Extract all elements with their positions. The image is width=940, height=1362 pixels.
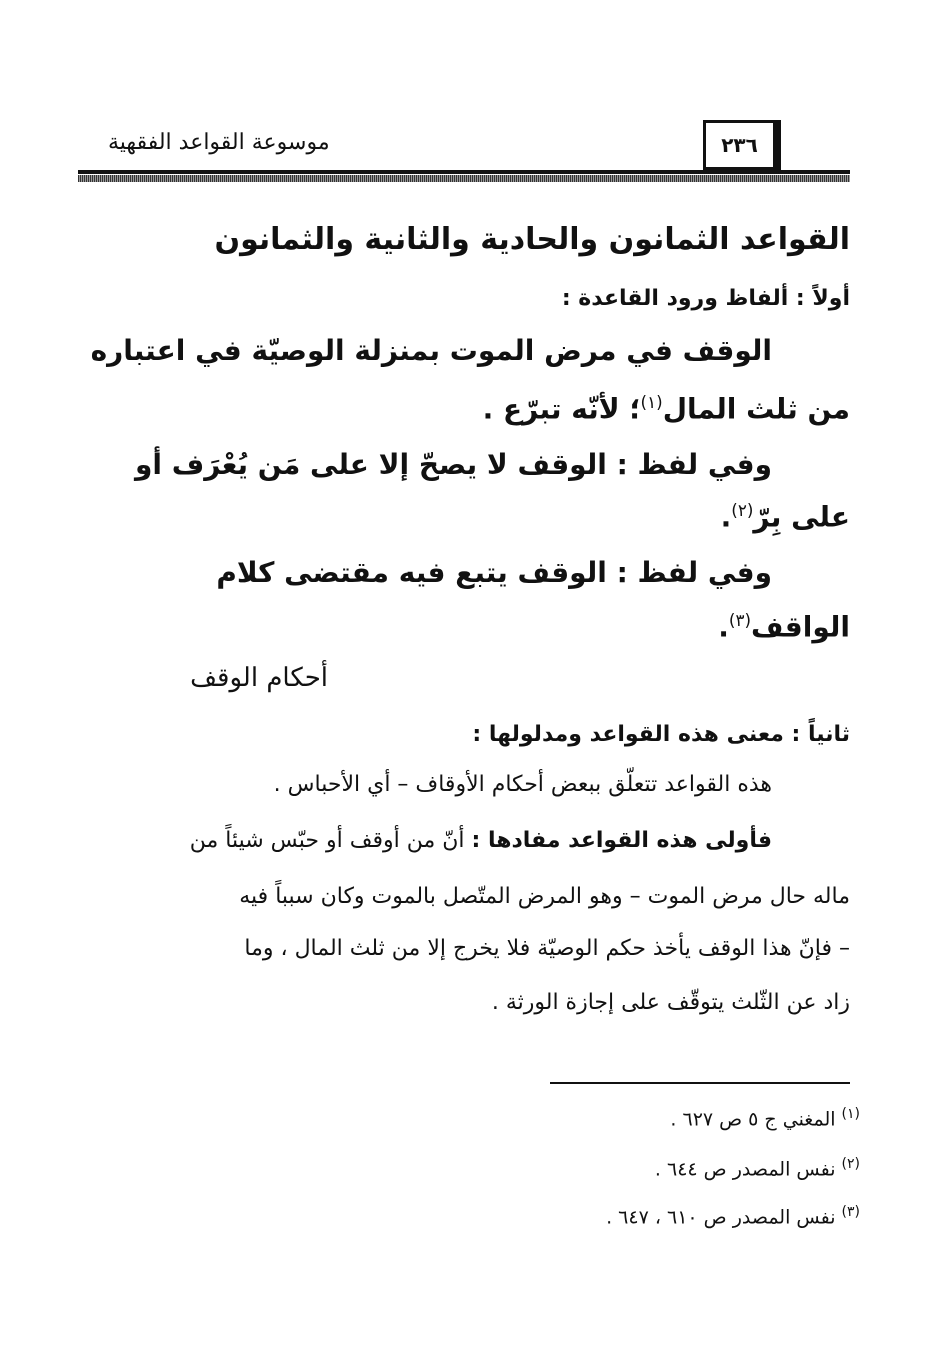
book-title: موسوعة القواعد الفقهية: [108, 130, 330, 155]
footnote-2: [655, 1156, 860, 1180]
first-heading: أولاً : ألفاظ ورود القاعدة :: [561, 286, 850, 311]
footnote-ref-3: (٣): [728, 610, 752, 630]
paragraph-line-4: – فإنّ هذا الوقف يأخذ حكم الوصيّة فلا يخرج إلا من ثلث المال ، وما: [244, 936, 850, 961]
running-header: [78, 120, 850, 182]
rule2-line2-text: على بِرّ: [753, 500, 850, 534]
rule3-line1: وفي لفظ : الوقف يتبع فيه مقتضى كلام: [216, 556, 772, 589]
footnote-text-2: نفس المصدر ص ٦٤٤ .: [654, 1158, 836, 1181]
paragraph-line-2-rest: أنّ من أوقف أو حبّس شيئاً من: [189, 828, 465, 853]
rule1-line2: [483, 392, 850, 425]
paragraph-line-5: زاد عن الثّلث يتوقّف على إجازة الورثة .: [491, 990, 850, 1015]
page-number: ٢٣٦: [721, 133, 758, 157]
chapter-title: القواعد الثمانون والحادية والثانية والثمانون: [214, 222, 850, 257]
rule1-line2-end: ؛ لأنّه تبرّع .: [482, 392, 641, 426]
footnote-mark-1: (١): [841, 1106, 860, 1122]
header-rule: [78, 170, 850, 174]
paragraph-line-2: [190, 828, 772, 853]
rule2-line2: [721, 500, 850, 533]
section-title: أحكام الوقف: [190, 663, 328, 693]
paragraph-line-1: هذه القواعد تتعلّق ببعض أحكام الأوقاف – أي الأحباس .: [273, 772, 772, 797]
header-rule-band: [78, 175, 850, 182]
paragraph-lead: فأولى هذه القواعد مفادها :: [471, 828, 772, 853]
footnote-1: [670, 1106, 860, 1130]
rule3-line2: [718, 610, 850, 643]
footnote-mark-3: (٣): [841, 1204, 860, 1220]
paragraph-line-3: ماله حال مرض الموت – وهو المرض المتّصل بالموت وكان سبباً فيه: [239, 884, 850, 909]
footnote-separator: [550, 1082, 850, 1084]
footnote-ref-1: (١): [640, 392, 663, 412]
rule2-line2-end: .: [720, 500, 732, 534]
footnote-mark-2: (٢): [841, 1156, 860, 1172]
footnote-text-3: نفس المصدر ص ٦١٠ ، ٦٤٧ .: [606, 1206, 836, 1229]
page-number-box: [703, 120, 781, 170]
rule3-line2-text: الواقف: [751, 610, 850, 644]
footnote-text-1: المغني ج ٥ ص ٦٢٧ .: [670, 1108, 836, 1131]
footnote-3: [606, 1204, 860, 1228]
footnote-ref-2: (٢): [731, 500, 754, 520]
rule3-line2-end: .: [718, 610, 729, 644]
rule1-line1: الوقف في مرض الموت بمنزلة الوصيّة في اعتباره: [90, 334, 772, 367]
rule2-line1: وفي لفظ : الوقف لا يصحّ إلا على مَن يُعْرَف أو: [135, 448, 772, 481]
second-heading: ثانياً : معنى هذه القواعد ومدلولها :: [472, 722, 850, 747]
rule1-line2-text: من ثلث المال: [662, 392, 850, 426]
